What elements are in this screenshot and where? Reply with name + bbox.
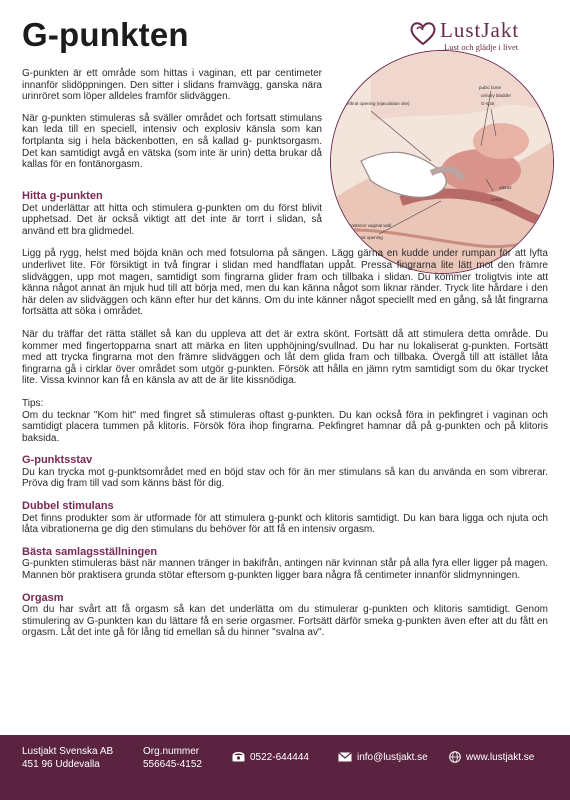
section-g-punktsstav — [22, 455, 548, 490]
section-paragraph: Om du har svårt att få orgasm så kan det underlätta om du stimulerar g-punkten och klitoris samtidigt. Genom stimulering av G-punkten kan du lättare få en serie orgasmer. Fortsätt därför smeka g-punkten även efter att du fått en orgasm. Låt det inte gå för lång tid emellan så du hinner "svalna av". — [22, 604, 548, 639]
section-paragraph: G-punkten stimuleras bäst när mannen tränger in bakifrån, antingen när kvinnan står på alla fyra eller ligger på magen. Mannen bör praktisera grunda stötar eftersom g-punkten ligger bara några få centimeter innanför slidmynningen. — [22, 558, 548, 582]
section-heading: Bästa samlagsställningen — [22, 545, 158, 558]
footer — [0, 735, 570, 800]
label-pubic-bone: pubic bone — [479, 85, 502, 90]
intro-paragraph: När g-punkten stimuleras så sväller området och fortsatt stimulans kan leda till en speciell, intensiv och explosiv känsla som kan fortplanta sig i hela bäckenbotten, en så kallad g- punktsorgasm. Det kan samtidigt avgå en vätska (som inte är urin) detta brukar då kallas för en fontänorgasm. — [22, 112, 322, 171]
page-title: G-punkten — [22, 16, 189, 53]
brand-name: LustJakt — [440, 18, 520, 42]
label-urinary-bladder: urinary bladder — [481, 93, 512, 98]
footer-phone[interactable] — [232, 751, 309, 764]
footer-phone-text: 0522-644444 — [250, 752, 309, 763]
brand-tagline: Lust och glädje i livet — [444, 42, 519, 52]
section-paragraph: Det underlättar att hitta och stimulera g-punkten om du först blivit upphetsad. Det är också viktigt att det inte är torrt i slidan, så använd ett bra glidmedel. — [22, 202, 322, 237]
footer-email[interactable] — [338, 751, 428, 764]
footer-company-block — [22, 745, 113, 771]
label-cervix: cervix — [491, 197, 503, 202]
section-dubbel-stimulans — [22, 501, 548, 536]
label-anal-opening: anal opening — [357, 235, 383, 240]
section-paragraph: Ligg på rygg, helst med böjda knän och med fotsulorna på sängen. Lägg gärna en kudde under rumpan för att lyfta underlivet lite. För försiktigt in två fingrar i slidan med handflatan uppåt. Pressa fingrarna lite lätt mot den främre slidväggen, upp mot magen, samtidigt som fingrarna glider fram och tillbaka i slidan. Du kommer troligtvis inte att känna något annat än mjuk hud till att börja med, men du kan känna något som liknar ränder. Tryck lite hårdare i den här delen av slidväggen och känn efter hur det känns. Om du inte känner något speciellt med en gång, så låt fingrarna fortsätta att söka i området. — [22, 248, 548, 318]
section-heading: Hitta g-punkten — [22, 190, 103, 202]
section-paragraph: När du träffar det rätta stället så kan du uppleva att det är extra skönt. Fortsätt då att stimulera detta område. Du kommer med fingertopparna snart att märka en liten upphöjning/svullnad. Du har nu lokaliserat g-punkten. Fortsätt med att trycka fingrarna mot den främre slidväggen och låt dem glida fram och tillbaka. Övergå till att istället låta fingrarna gå i cirklar över området som utgör g-punkten. Försök att hålla en jämn rytm samtidigt som du ökar trycket lite. Vissa kvinnor kan få en känsla av att de är lite kissnödiga. — [22, 328, 548, 387]
anatomy-drawing — [331, 51, 553, 273]
footer-org-number: 556645-4152 — [143, 759, 202, 770]
footer-web-text: www.lustjakt.se — [466, 752, 535, 763]
label-posterior-vaginal-wall: posterior vaginal wall — [349, 223, 392, 228]
section-paragraph: Det finns produkter som är utformade för att stimulera g-punkt och klitoris samtidigt. Du kan bara ligga och njuta och låta vibrationerna ge dig den stimulans du behöver för att få en intensiv orgasm. — [22, 512, 548, 536]
tips-paragraph: Tips: Om du tecknar "Kom hit" med fingret så stimuleras oftast g-punkten. Du kan också föra in pekfingret i vaginan och samtidigt placera tummen på klitoris. Försök föra ihop fingrarna. Pekfingret hamnar då på g-punkten och på klitoris baksida. — [22, 397, 548, 444]
footer-address: 451 96 Uddevalla — [22, 759, 100, 770]
label-uterus: uterus — [499, 185, 512, 190]
footer-email-text: info@lustjakt.se — [357, 752, 428, 763]
section-heading: Orgasm — [22, 591, 64, 604]
heart-logo-icon — [408, 18, 438, 48]
footer-company: Lustjakt Svenska AB — [22, 746, 114, 757]
section-samlagsstallning — [22, 547, 548, 582]
section-heading: Dubbel stimulans — [22, 500, 114, 513]
section-paragraph: Du kan trycka mot g-punktsområdet med en böjd stav och för än mer stimulans så kan du använda en som vibrerar. Pröva dig fram till vad som känns bäst för dig. — [22, 466, 548, 490]
intro-text — [22, 68, 322, 181]
footer-org-label: Org.nummer — [143, 746, 200, 757]
section-heading: G-punktsstav — [22, 454, 93, 467]
envelope-icon — [338, 752, 352, 762]
label-urethral-opening: urethral opening (ejaculation site) — [343, 101, 410, 106]
anatomy-illustration — [330, 50, 554, 274]
section-orgasm — [22, 593, 548, 639]
footer-org-block — [143, 745, 202, 771]
footer-web[interactable] — [449, 751, 534, 764]
intro-paragraph: G-punkten är ett område som hittas i vaginan, ett par centimeter innanför slidöppningen. Den sitter i slidans framvägg, ganska nära urinröret som löper alldeles framför slidväggen. — [22, 68, 322, 103]
section-hitta — [22, 191, 322, 237]
label-g-spot: G-spot — [481, 101, 495, 106]
globe-icon — [449, 751, 461, 763]
phone-icon — [232, 752, 245, 762]
